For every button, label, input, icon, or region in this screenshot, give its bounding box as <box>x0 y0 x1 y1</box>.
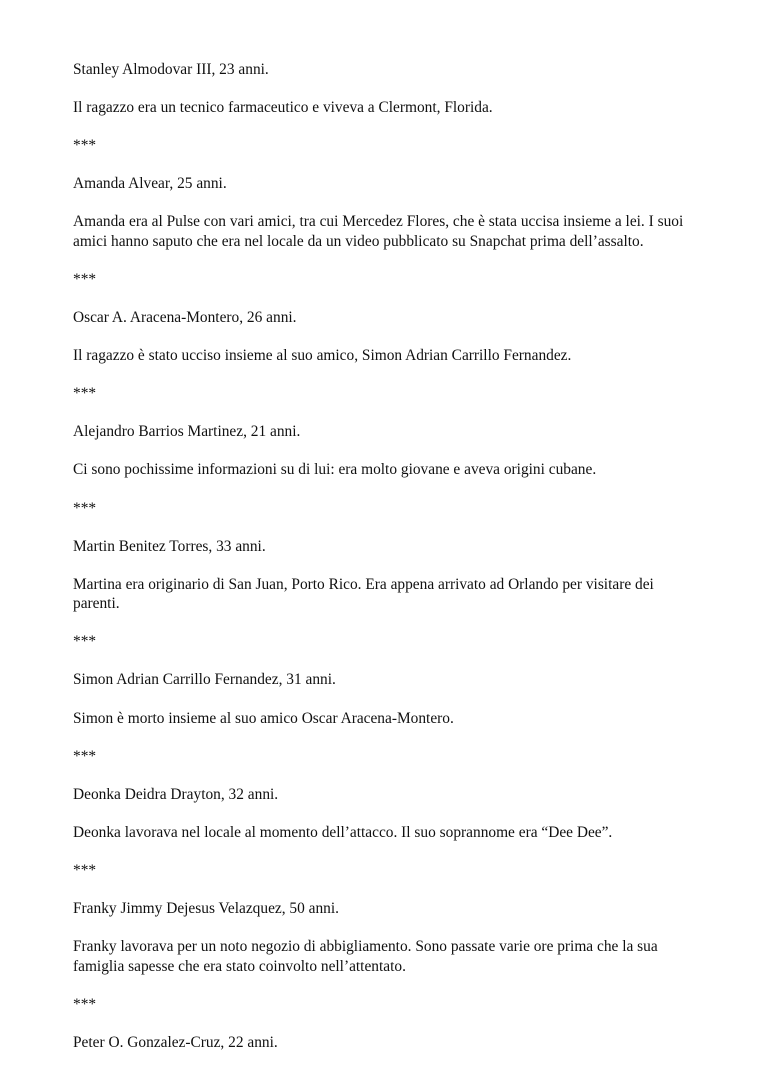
section-separator: *** <box>73 747 97 765</box>
victim-name-dejesus-velazquez: Franky Jimmy Dejesus Velazquez, 50 anni. <box>73 899 340 917</box>
victim-description-drayton: Deonka lavorava nel locale al momento dell’attacco. Il suo soprannome era “Dee Dee”. <box>73 823 613 841</box>
section-separator: *** <box>73 633 97 651</box>
victim-description-aracena-montero: Il ragazzo è stato ucciso insieme al suo amico, Simon Adrian Carrillo Fernandez. <box>73 347 572 365</box>
victim-description-barrios-martinez: Ci sono pochissime informazioni su di lui: era molto giovane e aveva origini cubane. <box>73 461 597 479</box>
victim-name-aracena-montero: Oscar A. Aracena-Montero, 26 anni. <box>73 309 297 327</box>
victim-description-alvear: Amanda era al Pulse con vari amici, tra cui Mercedez Flores, che è stata uccisa insieme a lei. I suoi amici hanno saputo che era nel locale da un video pubblicato su Snapchat prima dell’assalto. <box>73 213 684 250</box>
document-page <box>73 60 698 1071</box>
section-separator: *** <box>73 499 97 517</box>
victim-name-carrillo-fernandez: Simon Adrian Carrillo Fernandez, 31 anni. <box>73 671 336 689</box>
victim-description-almodovar: Il ragazzo era un tecnico farmaceutico e viveva a Clermont, Florida. <box>73 99 493 117</box>
victim-name-alvear: Amanda Alvear, 25 anni. <box>73 175 227 193</box>
section-separator: *** <box>73 137 97 155</box>
victim-description-benitez-torres: Martina era originario di San Juan, Porto Rico. Era appena arrivato ad Orlando per visitare dei parenti. <box>73 575 654 613</box>
section-separator: *** <box>73 385 97 403</box>
section-separator: *** <box>73 270 97 288</box>
victim-description-carrillo-fernandez: Simon è morto insieme al suo amico Oscar Aracena-Montero. <box>73 709 454 727</box>
victim-name-drayton: Deonka Deidra Drayton, 32 anni. <box>73 785 279 803</box>
victim-name-gonzalez-cruz: Peter O. Gonzalez-Cruz, 22 anni. <box>73 1033 278 1051</box>
victim-description-dejesus-velazquez: Franky lavorava per un noto negozio di abbigliamento. Sono passate varie ore prima che la sua famiglia sapesse che era stato coinvolto nell’attentato. <box>73 938 658 975</box>
victim-name-benitez-torres: Martin Benitez Torres, 33 anni. <box>73 537 266 555</box>
victim-name-barrios-martinez: Alejandro Barrios Martinez, 21 anni. <box>73 423 301 441</box>
section-separator: *** <box>73 995 97 1013</box>
victim-name-almodovar: Stanley Almodovar III, 23 anni. <box>73 61 269 78</box>
section-separator: *** <box>73 861 97 879</box>
